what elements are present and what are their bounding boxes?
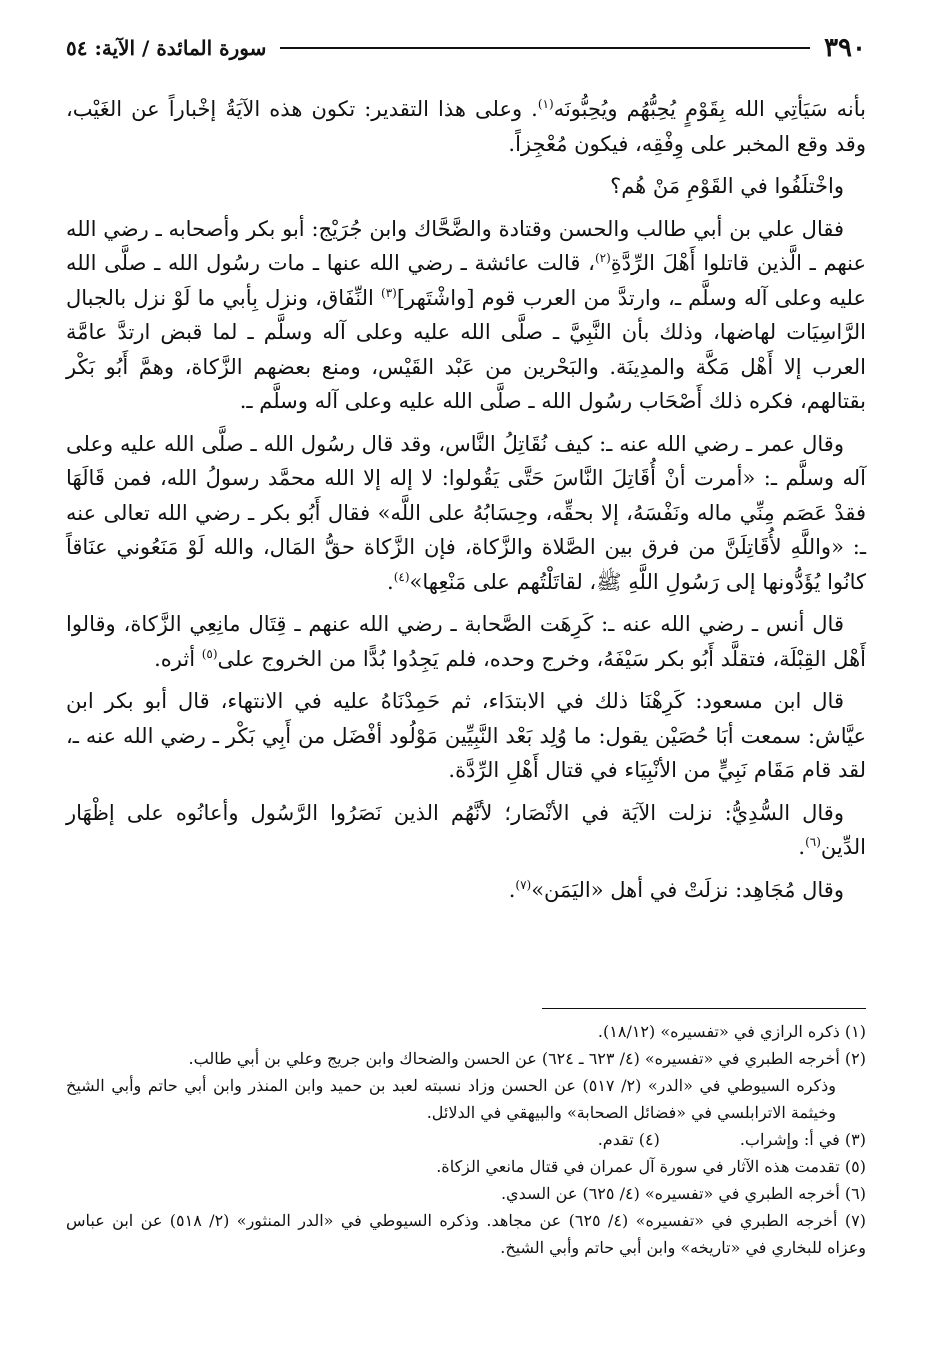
paragraph-1 bbox=[66, 92, 866, 161]
footnote-5: (٥) تقدمت هذه الآثار في سورة آل عمران في قتال مانعي الزكاة. bbox=[436, 1157, 866, 1176]
footnotes bbox=[66, 1018, 866, 1261]
footnote-6: (٦) أخرجه الطبري في «تفسيره» (٤/ ٦٢٥) عن السدي. bbox=[500, 1184, 866, 1203]
page-header bbox=[66, 28, 866, 68]
paragraph-text: أثره. bbox=[154, 646, 202, 671]
footnote-3: (٣) في أ: وإشراب. bbox=[739, 1130, 866, 1149]
paragraph-text: قال أنس ـ رضي الله عنه ـ: كَرِهَت الصَّحابة ـ رضي الله عنهم ـ قِتَال مانِعِي الزَّكاة، وقالوا أَهْل القِبْلَة، فتقلَّد أَبُو بكر سَيْفَهُ، وخرج وحده، فلم يَجِدُوا بُدًّا من الخروج على bbox=[66, 612, 866, 671]
paragraph-text: . وعلى هذا التقدير: تكون هذه الآيَةُ إخْباراً عن الغَيْب، وقد وقع المخبر على وِفْقِه، فيكون مُعْجِزاً. bbox=[66, 97, 866, 156]
main-text bbox=[66, 92, 866, 915]
footnote-ref: (٤) bbox=[393, 569, 410, 584]
paragraph-text: وقال مُجَاهِد: نزلَتْ في أهل «اليَمَن» bbox=[531, 877, 844, 902]
footnote-4: (٤) تقدم. bbox=[597, 1130, 660, 1149]
page-number: ٣٩٠ bbox=[824, 33, 866, 63]
footnote-ref: (٥) bbox=[201, 646, 218, 661]
paragraph-text: النِّفَاق، ونزل بِأبي ما لَوْ نزل بالجبال الرَّاسِيَات لهاضها، وذلك بأن النَّبِيَّ ـ صلَّى الله عليه وعلى آله وسلَّم ـ لما قبض ارتدَّ عامَّة العرب إلا أَهْل مَكَّة والمدِينَة. والبَحْرين من عَبْد القَيْس، ومنع بعضهم الزَّكاة، وهمَّ أَبُو بَكْر بقتالهم، فكره ذلك أَصْحَاب رسُول الله ـ صلَّى الله عليه وعلى آله وسلَّم ـ. bbox=[66, 285, 866, 413]
footnote-ref: (٧) bbox=[515, 877, 532, 892]
footnote-1: (١) ذكره الرازي في «تفسيره» (١٨/١٢). bbox=[597, 1022, 866, 1041]
footnote-2: (٢) أخرجه الطبري في «تفسيره» (٤/ ٦٢٣ ـ ٦٢٤) عن الحسن والضحاك وابن جريج وعلي بن أبي طالب. bbox=[188, 1049, 866, 1068]
paragraph-8 bbox=[66, 873, 866, 908]
paragraph-3 bbox=[66, 212, 866, 419]
footnote-separator bbox=[542, 1008, 866, 1009]
footnote-ref: (٦) bbox=[805, 835, 821, 849]
paragraph-text: . bbox=[798, 835, 806, 859]
footnote-ref: (١) bbox=[537, 97, 554, 111]
paragraph-5 bbox=[66, 607, 866, 676]
paragraph-text: وقال السُّدِيُّ: نزلت الآيَة في الأنْصَار؛ لأنَّهُم الذين نَصَرُوا الرَّسُول وأعانُوه على إظْهَار الدِّين bbox=[66, 800, 866, 859]
footnote-row bbox=[66, 1126, 866, 1153]
paragraph-6: قال ابن مسعود: كَرِهْنَا ذلك في الابتدَاء، ثم حَمِدْنَاهُ عليه في الانتهاء، قال أبو بكر ابن عيَّاش: سمعت أبَا حُصَيْن يقول: ما وُلِد بَعْد النَّبِيِّين مَوْلُود أفْضَل من أَبِي بَكْر ـ رضي الله عنه ـ، لقد قام مَقَام نَبِيٍّ من الأنْبِيَاء في قتال أَهْلِ الرِّدَّة. bbox=[66, 689, 866, 782]
paragraph-text: . bbox=[508, 877, 516, 902]
paragraph-text: بأنه سَيَأتِي الله بِقَوْمٍ يُحِبُّهُم ويُحِبُّونَه bbox=[553, 97, 866, 121]
paragraph-4 bbox=[66, 427, 866, 600]
paragraph-text: وقال عمر ـ رضي الله عنه ـ: كيف نُقَاتِلُ النَّاس، وقد قال رسُول الله ـ صلَّى الله عليه وعلى آله وسلَّم ـ: «أمرت أنْ أُقَاتِلَ النَّاسَ حَتَّى يَقُولوا: لا إله إلا الله محمَّد رسولُ الله، فمن قَالَهَا فقدْ عَصَم مِنِّي ماله ونَفْسَهُ، إلا بحقِّه، وحِسَابُهُ على اللَّه» فقال أَبُو بكر ـ رضي الله تعالى عنه ـ: «واللَّهِ لأُقَاتِلَنَّ من فرق بين الصَّلاة والزَّكاة، فإن الزَّكاة حقُّ المَال، والله لَوْ مَنَعُوني عنَاقاً كانُوا يُؤَدُّونها إلى رَسُولِ اللَّهِ ﷺ، لقاتَلْتُهم على مَنْعِها» bbox=[66, 431, 866, 594]
footnote-2-continuation: وذكره السيوطي في «الدر» (٢/ ٥١٧) عن الحسن وزاد نسبته لعبد بن حميد وابن المنذر وابن أبي حاتم وأبي الشيخ وخيثمة الاترابلسي في «فضائل الصحابة» والبيهقي في الدلائل. bbox=[66, 1076, 837, 1122]
footnote-7: (٧) أخرجه الطبري في «تفسيره» (٤/ ٦٢٥) عن مجاهد. وذكره السيوطي في «الدر المنثور» (٢/ ٥١٨) عن ابن عباس وعزاه للبخاري في «تاريخه» وابن أبي حاتم وأبي الشيخ. bbox=[66, 1211, 866, 1257]
paragraph-text: فقال علي بن أبي طالب والحسن وقتادة والضَّحَّاك وابن جُرَيْج: أبو بكر وأصحابه ـ رضي الله عنهم ـ الَّذين قاتلوا أَهْلَ الرِّدَّةِ bbox=[66, 216, 866, 275]
surah-label: سورة المائدة / الآية: ٥٤ bbox=[66, 36, 267, 60]
footnote-ref: (٢) bbox=[594, 251, 611, 265]
header-rule bbox=[280, 47, 810, 49]
paragraph-text: ، قالت عائشة ـ رضي الله عنها ـ مات رسُول الله ـ صلَّى الله عليه وعلى آله وسلَّم ـ، وارتدَّ من العرب قوم [واشْتَهر] bbox=[66, 251, 866, 310]
paragraph-text: . bbox=[387, 569, 394, 594]
footnote-ref: (٣) bbox=[381, 285, 397, 300]
paragraph-7 bbox=[66, 796, 866, 865]
paragraph-2: واخْتلَفُوا في القَوْمِ مَنْ هُم؟ bbox=[610, 174, 844, 198]
